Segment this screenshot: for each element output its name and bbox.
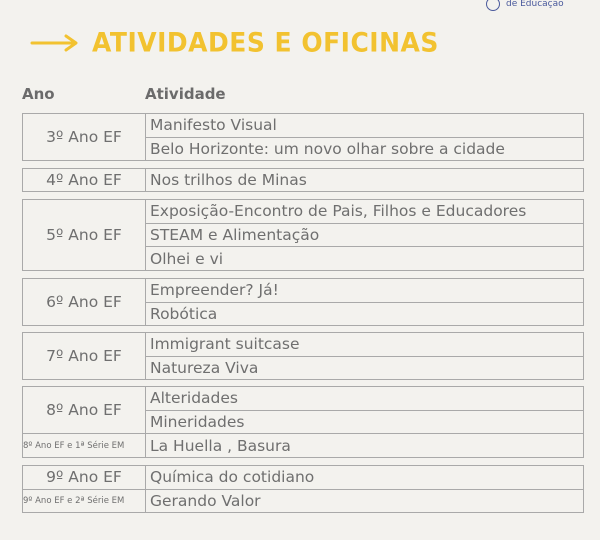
activity-cell: Química do cotidiano [146,466,583,490]
activity-cell: Alteridades [146,387,583,411]
activity-cell: Exposição-Encontro de Pais, Filhos e Educadores [146,200,583,224]
activity-cell: La Huella , Basura [150,436,291,455]
grade-cell: 4º Ano EF [46,171,122,189]
table-group [22,168,584,192]
grade-cell: 6º Ano EF [46,293,122,311]
activity-cell: Mineridades [146,411,583,435]
activity-cell: Robótica [150,304,218,323]
grade-cell: 8º Ano EF [23,387,145,434]
grade-cell-combined: 9º Ano EF e 2ª Série EM [23,495,125,506]
activity-cell: Manifesto Visual [146,114,583,138]
grade-cell: 9º Ano EF [23,466,145,490]
activity-cell: Nos trilhos de Minas [150,171,307,189]
activity-cell: Empreender? Já! [146,279,583,303]
column-header-atividade: Atividade [145,85,226,103]
table-group [22,278,584,326]
page-title: ATIVIDADES E OFICINAS [92,26,439,59]
grade-cell: 7º Ano EF [46,347,122,365]
institution-text: de Educação [506,0,564,9]
grade-cell: 5º Ano EF [46,226,122,244]
activity-cell: Gerando Valor [150,491,261,510]
table-group [22,199,584,271]
activity-cell: Immigrant suitcase [146,333,583,357]
column-header-ano: Ano [22,85,55,103]
table-group [22,113,584,161]
activity-cell: Belo Horizonte: um novo olhar sobre a cidade [150,139,505,158]
table-group [22,386,584,458]
table-group [22,332,584,380]
activity-cell: STEAM e Alimentação [146,224,583,248]
grade-cell: 3º Ano EF [46,128,122,146]
table-group [22,465,584,513]
activity-cell: Natureza Viva [150,358,259,377]
grade-cell-combined: 8º Ano EF e 1ª Série EM [23,440,125,451]
activity-cell: Olhei e vi [150,249,224,268]
